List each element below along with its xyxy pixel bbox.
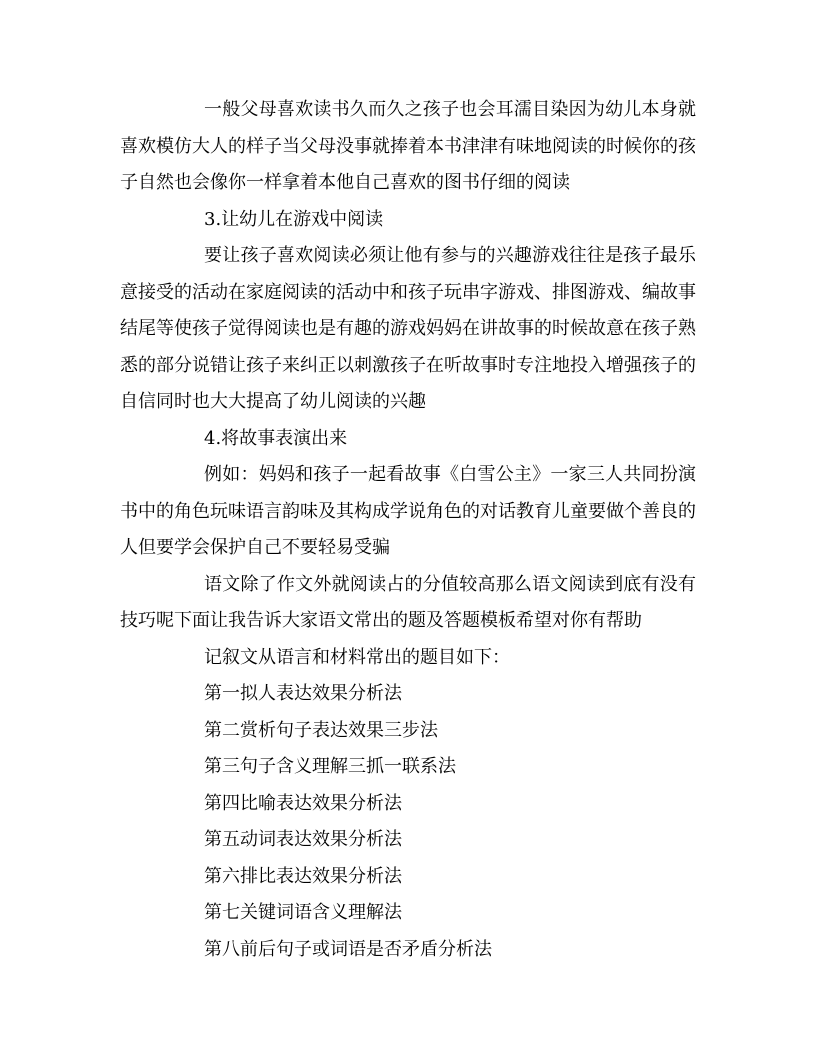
heading-reading-in-games: 3.让幼儿在游戏中阅读 xyxy=(204,208,384,230)
heading-act-out-stories: 4.将故事表演出来 xyxy=(204,427,348,449)
paragraph-game-reading: 要让孩子喜欢阅读必须让他有参与的兴趣游戏往往是孩子最乐意接受的活动在家庭阅读的活动中和孩子玩串字游戏、排图游戏、编故事结尾等使孩子觉得阅读也是有趣的游戏妈妈在讲故事的时候故意在孩子熟悉的部分说错让孩子来纠正以刺激孩子在听故事时专注地投入增强孩子的自信同时也大大提高了幼儿阅读的兴趣 xyxy=(120,245,696,412)
paragraph-snow-white-example: 例如：妈妈和孩子一起看故事《白雪公主》一家三人共同扮演书中的角色玩味语言韵味及其构成学说角色的对话教育儿童要做个善良的人但要学会保护自己不要轻易受骗 xyxy=(120,464,696,558)
paragraph-question-intro: 记叙文从语言和材料常出的题目如下： xyxy=(204,646,510,668)
list-item-method-8: 第八前后句子或词语是否矛盾分析法 xyxy=(204,938,492,960)
list-item-method-7: 第七关键词语含义理解法 xyxy=(204,902,402,923)
paragraph-reading-techniques: 语文除了作文外就阅读占的分值较高那么语文阅读到底有没有技巧呢下面让我告诉大家语文常出的题及答题模板希望对你有帮助 xyxy=(120,573,696,631)
document-body xyxy=(120,92,696,968)
list-item-method-6: 第六排比表达效果分析法 xyxy=(204,865,402,887)
list-item-method-2: 第二赏析句子表达效果三步法 xyxy=(204,719,438,741)
paragraph-parent-reading: 一般父母喜欢读书久而久之孩子也会耳濡目染因为幼儿本身就喜欢模仿大人的样子当父母没事就捧着本书津津有味地阅读的时候你的孩子自然也会像你一样拿着本他自己喜欢的图书仔细的阅读 xyxy=(120,99,696,193)
list-item-method-1: 第一拟人表达效果分析法 xyxy=(204,683,402,704)
list-item-method-3: 第三句子含义理解三抓一联系法 xyxy=(204,756,456,777)
list-item-method-5: 第五动词表达效果分析法 xyxy=(204,829,402,850)
list-item-method-4: 第四比喻表达效果分析法 xyxy=(204,792,402,814)
